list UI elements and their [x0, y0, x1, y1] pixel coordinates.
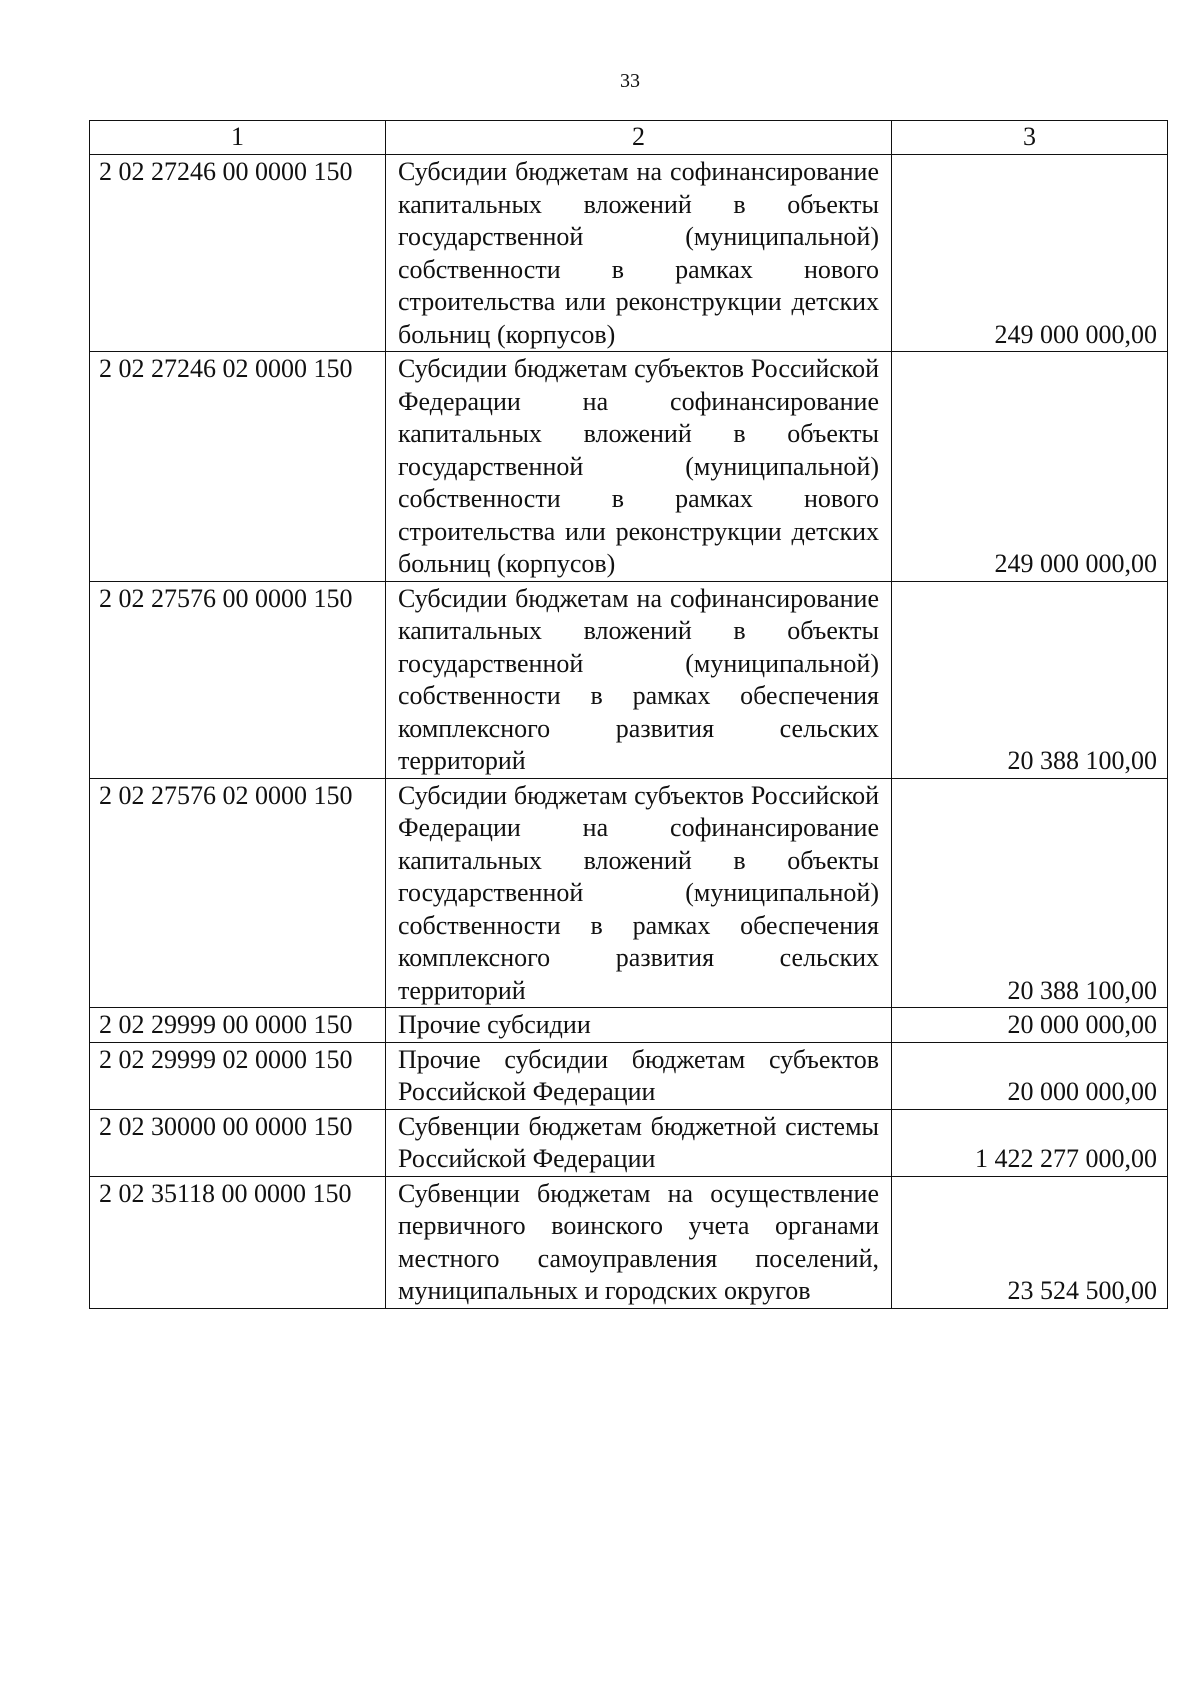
table-row [90, 778, 1168, 1008]
income-name-cell: Субсидии бюджетам субъектов Российской Федерации на софинансирование капитальных вложений в объекты государственной (муниципальной) собственности в рамках нового строительства или реконструкции детских больниц (корпусов) [386, 352, 892, 582]
budget-code-cell: 2 02 27246 02 0000 150 [90, 352, 386, 582]
amount-cell: 23 524 500,00 [892, 1176, 1168, 1308]
page-number: 33 [620, 70, 640, 92]
budget-code-cell: 2 02 27246 00 0000 150 [90, 155, 386, 352]
table-row [90, 1008, 1168, 1043]
amount-cell: 249 000 000,00 [892, 352, 1168, 582]
table-row [90, 352, 1168, 582]
income-name-cell: Субсидии бюджетам на софинансирование капитальных вложений в объекты государственной (муниципальной) собственности в рамках обеспечения комплексного развития сельских территорий [386, 581, 892, 778]
amount-cell: 20 000 000,00 [892, 1008, 1168, 1043]
table-row [90, 1109, 1168, 1176]
amount-cell: 20 000 000,00 [892, 1042, 1168, 1109]
budget-code-cell: 2 02 29999 00 0000 150 [90, 1008, 386, 1043]
budget-code-cell: 2 02 30000 00 0000 150 [90, 1109, 386, 1176]
table-row [90, 155, 1168, 352]
amount-cell: 249 000 000,00 [892, 155, 1168, 352]
income-name-cell: Субсидии бюджетам на софинансирование капитальных вложений в объекты государственной (муниципальной) собственности в рамках нового строительства или реконструкции детских больниц (корпусов) [386, 155, 892, 352]
header-cell-code: 1 [90, 121, 386, 155]
budget-table [89, 120, 1168, 1309]
budget-code-cell: 2 02 27576 00 0000 150 [90, 581, 386, 778]
budget-code-cell: 2 02 35118 00 0000 150 [90, 1176, 386, 1308]
table-row [90, 1042, 1168, 1109]
header-cell-amount: 3 [892, 121, 1168, 155]
amount-cell: 20 388 100,00 [892, 581, 1168, 778]
income-name-cell: Прочие субсидии бюджетам субъектов Российской Федерации [386, 1042, 892, 1109]
table-header-row [90, 121, 1168, 155]
table-row [90, 581, 1168, 778]
amount-cell: 1 422 277 000,00 [892, 1109, 1168, 1176]
amount-cell: 20 388 100,00 [892, 778, 1168, 1008]
income-name-cell: Субсидии бюджетам субъектов Российской Федерации на софинансирование капитальных вложений в объекты государственной (муниципальной) собственности в рамках обеспечения комплексного развития сельских территорий [386, 778, 892, 1008]
budget-code-cell: 2 02 29999 02 0000 150 [90, 1042, 386, 1109]
header-cell-name: 2 [386, 121, 892, 155]
income-name-cell: Прочие субсидии [386, 1008, 892, 1043]
budget-code-cell: 2 02 27576 02 0000 150 [90, 778, 386, 1008]
income-name-cell: Субвенции бюджетам бюджетной системы Российской Федерации [386, 1109, 892, 1176]
table-row [90, 1176, 1168, 1308]
income-name-cell: Субвенции бюджетам на осуществление первичного воинского учета органами местного самоуправления поселений, муниципальных и городских округов [386, 1176, 892, 1308]
